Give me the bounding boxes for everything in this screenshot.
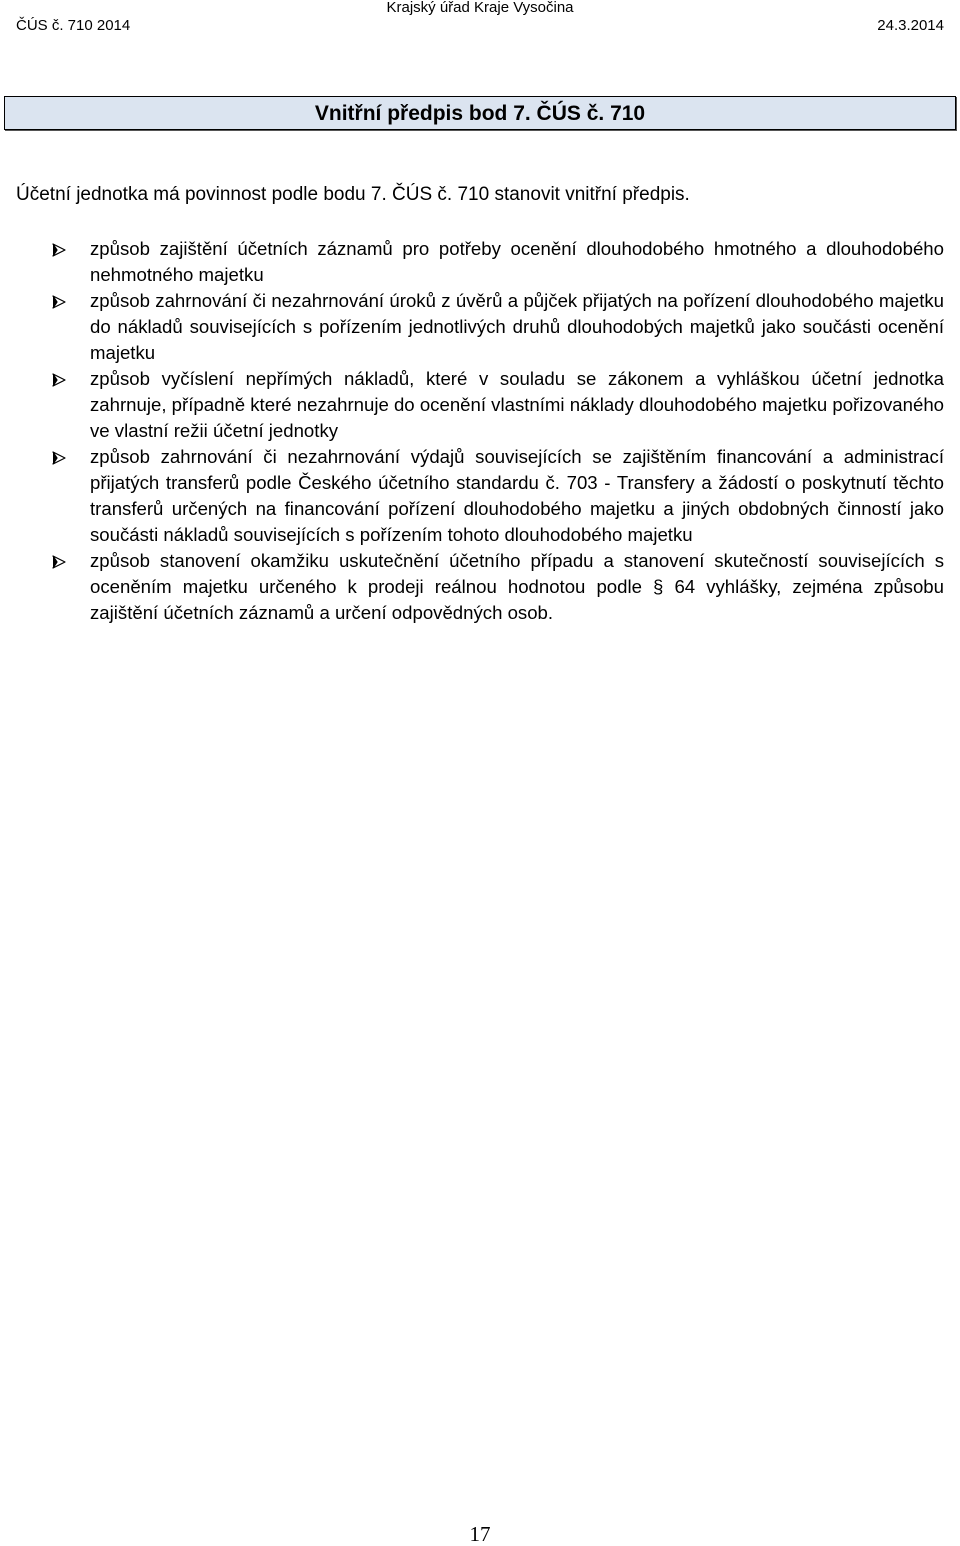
list-item-text: způsob zahrnování či nezahrnování výdajů souvisejících se zajištěním financování a administrací přijatých transferů podle Českého účetního standardu č. 703 - Transfery a žádostí o poskytnutí těchto transferů určených na financování pořízení dlouhodobého majetku a jiných obdobných činností jako součásti nákladů souvisejících s pořízením tohoto dlouhodobého majetku	[90, 446, 944, 545]
arrowhead-bullet-icon	[52, 451, 66, 465]
list-item	[0, 444, 960, 548]
list-item-text: způsob zahrnování či nezahrnování úroků z úvěrů a půjček přijatých na pořízení dlouhodobého majetku do nákladů souvisejících s pořízením jednotlivých druhů dlouhodobých majetků jako součásti ocenění majetku	[90, 290, 944, 363]
list-item-text: způsob vyčíslení nepřímých nákladů, které v souladu se zákonem a vyhláškou účetní jednotka zahrnuje, případně které nezahrnuje do ocenění vlastními náklady dlouhodobého majetku pořizovaného ve vlastní režii účetní jednotky	[90, 368, 944, 441]
arrowhead-bullet-icon	[52, 243, 66, 257]
list-item	[0, 366, 960, 444]
list-item	[0, 236, 960, 288]
arrowhead-bullet-icon	[52, 373, 66, 387]
page-number: 17	[469, 1522, 491, 1546]
arrowhead-bullet-icon	[52, 295, 66, 309]
page-title: Vnitřní předpis bod 7. ČÚS č. 710	[314, 102, 646, 125]
arrowhead-bullet-icon	[52, 555, 66, 569]
list-item	[0, 548, 960, 626]
intro-paragraph: Účetní jednotka má povinnost podle bodu 7. ČÚS č. 710 stanovit vnitřní předpis.	[16, 184, 690, 205]
list-item-text: způsob stanovení okamžiku uskutečnění účetního případu a stanovení skutečností souvisejících s oceněním majetku určeného k prodeji reálnou hodnotou podle § 64 vyhlášky, zejména způsobu zajištění účetních záznamů a určení odpovědných osob.	[90, 550, 944, 623]
header-date: 24.3.2014	[877, 17, 944, 34]
list-item	[0, 288, 960, 366]
title-box	[4, 96, 956, 130]
requirements-list	[0, 236, 960, 626]
page-header	[0, 0, 960, 40]
list-item-text: způsob zajištění účetních záznamů pro potřeby ocenění dlouhodobého hmotného a dlouhodobého nehmotného majetku	[90, 238, 944, 285]
header-standard: ČÚS č. 710 2014	[16, 17, 131, 34]
header-authority: Krajský úřad Kraje Vysočina	[386, 0, 574, 16]
